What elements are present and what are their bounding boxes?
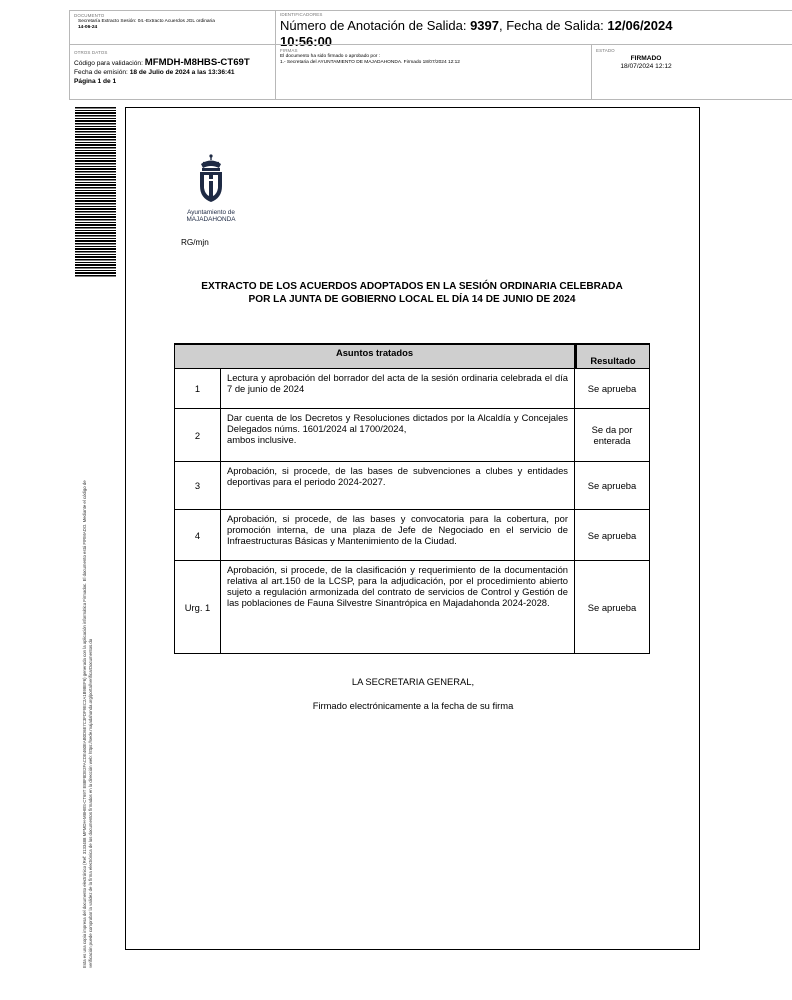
document-header (69, 10, 792, 100)
anotacion-numero: 9397 (470, 18, 499, 33)
otros-datos-caption: OTROS DATOS (74, 50, 108, 55)
title-line1: EXTRACTO DE LOS ACUERDOS ADOPTADOS EN LA SESIÓN ORDINARIA CELEBRADA (201, 281, 623, 292)
identificadores-caption: IDENTIFICADORES (280, 12, 323, 17)
coat-of-arms-icon (195, 154, 227, 204)
city-logo (180, 154, 242, 226)
estado-fecha: 18/07/2024 12:12 (620, 63, 672, 70)
table-row (174, 510, 650, 561)
estado-block (596, 55, 696, 71)
barcode (75, 107, 116, 277)
otros-datos-cell (69, 44, 276, 100)
row-result: Se aprueba (575, 510, 650, 561)
document-title (160, 280, 664, 306)
documento-cell (69, 10, 276, 45)
row-description (221, 409, 575, 462)
logo-text-line2: MAJADAHONDA (186, 216, 236, 223)
anotacion-prefix: Número de Anotación de Salida: (280, 18, 471, 33)
fecha-prefix: , Fecha de Salida: (499, 18, 608, 33)
description-line: Aprobación, si procede, de las bases de subvenciones a clubes y entidades deportivas para el periodo 2024-2027. (227, 465, 568, 487)
row-result: Se aprueba (575, 369, 650, 409)
row-number: Urg. 1 (174, 561, 221, 654)
emision-prefix: Fecha de emisión: (74, 69, 130, 76)
firmas-cell (275, 44, 592, 100)
description-line: ambos inclusive. (227, 434, 297, 445)
estado-cell (591, 44, 792, 100)
row-result: Se da por enterada (575, 409, 650, 462)
pagina-indicator: Página 1 de 1 (74, 78, 117, 85)
anotacion-line (280, 18, 792, 34)
estado-caption: ESTADO (596, 48, 615, 53)
side-text-line1: Esta es una copia impresa del documento electrónico (Ref: 3133488 MFMDH-M8HBS-CT69T E88F8DE2FACDE460EAB0D6E7C3FDF9EC2A1B98EF6) generada con la aplicación informática Firmadoc. El documento está FIRMADO. Mediante el código de (82, 480, 87, 968)
row-number: 2 (174, 409, 221, 462)
row-result: Se aprueba (575, 462, 650, 510)
row-result: Se aprueba (575, 561, 650, 654)
header-resultado: Resultado (575, 343, 650, 369)
row-description (221, 369, 575, 409)
agenda-table (174, 343, 650, 654)
row-number: 1 (174, 369, 221, 409)
description-line: Lectura y aprobación del borrador del acta de la sesión ordinaria celebrada el día 7 de junio de 2024 (227, 372, 568, 394)
signature-title: LA SECRETARIA GENERAL, (351, 676, 475, 687)
table-body (174, 369, 650, 654)
documento-line1: Secretaría Extracto Sesión: 04.-Extracto Acuerdos JGL ordinaria (78, 19, 215, 24)
row-description (221, 561, 575, 654)
row-description (221, 462, 575, 510)
description-line: Aprobación, si procede, de la clasificación y requerimiento de la documentación relativa al art.150 de la LCSP, para la adjudicación, por el procedimiento abierto sujeto a regulación armonizada del contrato de servicios de Control y Gestión de las poblaciones de Fauna Silvestre Sinantrópica en Majadahonda 2024-2028. (227, 564, 568, 608)
description-line: Dar cuenta de los Decretos y Resoluciones dictados por la Alcaldía y Concejales Delegados núms. 1601/2024 al 1700/2024, (227, 412, 568, 434)
row-description (221, 510, 575, 561)
table-row (174, 409, 650, 462)
signature-note: Firmado electrónicamente a la fecha de su firma (312, 700, 514, 711)
hora-salida: 10:56:00 (280, 34, 333, 49)
table-header-row (174, 343, 650, 369)
reference-initials: RG/mjn (181, 238, 209, 247)
firmas-caption: FIRMAS (280, 48, 298, 53)
description-line: Aprobación, si procede, de las bases y convocatoria para la cobertura, por promoción interna, de una plaza de Jefe de Negociado en el servicio de Infraestructuras Básicas y Mantenimiento de la Ciudad. (227, 513, 568, 546)
firmas-line1: El documento ha sido firmado o aprobado por : (280, 54, 380, 59)
side-text-line2: verificación puede comprobar la validez de la firma electrónica de los documentos firmados en la dirección web: https://sede.majadahonda.org/portal/verificarDocumentos.do (88, 638, 93, 968)
codigo-validacion: MFMDH-M8HBS-CT69T (144, 57, 250, 68)
estado-value: FIRMADO (630, 55, 662, 62)
fecha-salida: 12/06/2024 (607, 18, 673, 33)
table-row (174, 561, 650, 654)
logo-text-line1: Ayuntamiento de (187, 209, 235, 216)
row-number: 3 (174, 462, 221, 510)
documento-caption: DOCUMENTO (74, 13, 105, 18)
codigo-prefix: Código para validación: (74, 60, 145, 67)
title-line2: POR LA JUNTA DE GOBIERNO LOCAL EL DÍA 14 DE JUNIO DE 2024 (248, 294, 576, 305)
documento-line2: 14-06-24 (78, 25, 98, 30)
verification-side-text (82, 298, 94, 968)
identificadores-cell (275, 10, 792, 49)
codigo-line (74, 58, 271, 68)
header-asuntos: Asuntos tratados (174, 343, 575, 369)
emision-line (74, 68, 271, 77)
fecha-emision: 18 de Julio de 2024 a las 13:36:41 (129, 69, 235, 76)
firmas-line2: 1.- Secretaria del AYUNTAMIENTO DE MAJADAHONDA. Firmado 18/07/2024 12:12 (280, 60, 460, 65)
table-row (174, 462, 650, 510)
row-number: 4 (174, 510, 221, 561)
table-row (174, 369, 650, 409)
